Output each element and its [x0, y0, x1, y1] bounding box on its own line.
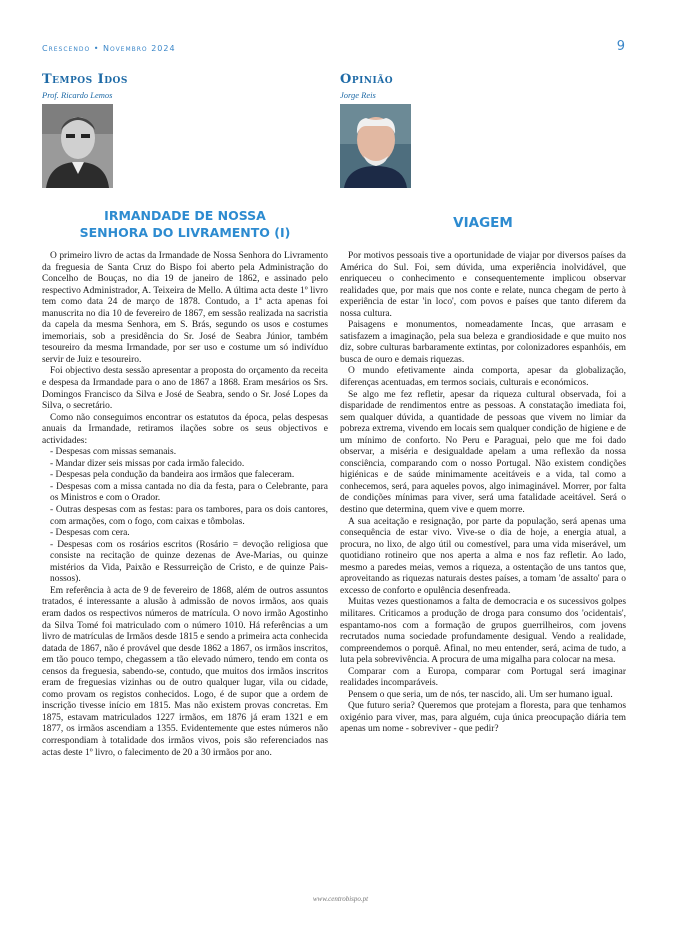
list-item: - Outras despesas com as festas: para os tambores, para os dois cantores, com armações, com o fogo, com caixas e tômbolas. — [50, 505, 328, 527]
paragraph: Se algo me fez refletir, apesar da riqueza cultural observada, foi a disparidade de rendimentos entre as pessoas. A constatação imediata foi, sem qualquer dúvida, a quantidade de pessoas que vivem no limiar da pobreza extrema, vivendo em locais sem qualquer condição de higiene e de um mínimo de conforto. No Peru e Paraguai, pelo que me foi dado observar, a miséria e desigualdade apelam a uma reflexão da nossa consciência, comparando com o nosso Portugal. Não existem condições higiénicas e de saúde minimamente aceitáveis e a vida, tal como a conhecemos, será, para aqueles povos, algo inimaginável. Morrer, por falta de condições mínimas para viver, será uma fatalidade aceitável. Será o destino que determina, quem vive e quem morre. — [340, 389, 626, 516]
paragraph: Comparar com a Europa, comparar com Portugal será imaginar realidades incomparáveis. — [340, 666, 626, 689]
author-photo-left — [42, 104, 113, 188]
list-item: - Despesas pela condução da bandeira aos irmãos que faleceram. — [50, 470, 295, 481]
section-title-tempos-idos: Tempos Idos — [42, 72, 128, 87]
page-number: 9 — [616, 39, 625, 54]
paragraph: O mundo efetivamente ainda comporta, apesar da globalização, diferenças acentuadas, em termos sociais, culturais e económicos. — [340, 366, 626, 389]
paragraph: O primeiro livro de actas da Irmandade de Nossa Senhora do Livramento da freguesia de Santa Cruz do Bispo foi aberto pela Administração do Concelho de Bouças, no dia 19 de janeiro de 1862, e assinado pelo respectivo Administrador, A. Teixeira de Mello. A última acta deste 1º livro tem como data 24 de março de 1878. Contudo, a 1ª acta apenas foi manuscrita no dia 10 de fevereiro de 1867, em sessão realizada na sacristia da capela da mesma Senhora, em S. Brás, segundo os usos e costumes imemoriais, sob a presidência do Sr. José de Seabra Júnior, também tesoureiro da mesma Irmandade, por ser uso e costume um só indivíduo servir de Juiz e tesoureiro. — [42, 251, 328, 365]
article-title-line-1: IRMANDADE DE NOSSA — [104, 208, 266, 223]
list-item: - Despesas com a missa cantada no dia da festa, para o Celebrante, para os Ministros e com o Orador. — [50, 481, 328, 504]
author-right: Jorge Reis — [340, 90, 376, 100]
article-title-viagem: VIAGEM — [453, 215, 513, 231]
paragraph: A sua aceitação e resignação, por parte da população, será apenas uma consequência de estar vivo. Vive-se o dia de hoje, a energia atual, a procura, no lixo, de algo útil ou comestível, para uma vida miserável, um quotidiano rotineiro que nos aperta a alma e nos faz refletir. Ao lado, mesmo a paredes meias, vemos a riqueza, a ostentação de uns tantos que, aproveitando as riquezas naturais destes países, a tomam 'de assalto' para o excesso de conforto e opulência desenfreada. — [340, 516, 626, 596]
article-body-irmandade — [42, 251, 328, 759]
article-body-viagem — [340, 251, 626, 736]
list-item: - Despesas com os rosários escritos (Rosário = devoção religiosa que consiste na recitação de quinze dezenas de Ave-Marias, ou quinze mistérios da Vida, Paixão e Ressurreição de Cristo, e de quinze Pais-nossos). — [50, 539, 328, 585]
section-title-opiniao: Opinião — [340, 72, 394, 87]
list-item: - Despesas com missas semanais. — [50, 447, 177, 458]
paragraph: Foi objectivo desta sessão apresentar a proposta do orçamento da receita e despesa da Irmandade para o ano de 1867 a 1868. Eram mesários os Srs. Domingos Francisco da Silva e José de Seabra, sendo o Sr. José Lopes da Silva, o secretário. — [42, 366, 328, 412]
paragraph: Como não conseguimos encontrar os estatutos da época, pelas despesas anuais da Irmandade, retiramos ilações sobre os seus objectivos e actividades: — [42, 412, 328, 446]
paragraph: Pensem o que seria, um de nós, ter nascido, ali. Um ser humano igual. — [348, 689, 613, 700]
footer-url: www.centrobispo.pt — [312, 895, 369, 903]
issue-header: Crescendo • Novembro 2024 — [42, 44, 176, 53]
author-photo-right — [340, 104, 411, 188]
list-item: - Despesas com cera. — [50, 528, 130, 539]
paragraph: Paisagens e monumentos, nomeadamente Incas, que arrasam e satisfazem a imaginação, pela sua beleza e grandiosidade e que muito nos diz, sobre culturas barbaramente extintas, por colonizadores espanhóis, em busca de ouro e demais riquezas. — [340, 320, 626, 365]
article-title-line-2: SENHORA DO LIVRAMENTO (I) — [79, 225, 291, 240]
paragraph: Em referência à acta de 9 de fevereiro de 1868, além de outros assuntos tratados, é interessante a alusão à admissão de novos irmãos, aos quais eram dados os respectivos números de matrícula. O novo irmão Agostinho da Silva Tomé foi matriculado com o número 1010. Há referências a um livro de matrículas de Irmãos desde 1815 e sendo a primeira acta conhecida datada de 1867, não é provável que desde 1862 a 1867, os irmãos inscritos, em tão pouco tempo, chegassem a tão elevado número, tendo em conta os censos da freguesia, sabendo-se, contudo, que muitos dos irmãos inscritos eram de freguesias vizinhas ou de outro qualquer lugar, vila ou cidade, como provam os registos conhecidos. Logo, é de supor que a ordem de inscrição tivesse início em 1815. Mas não existem provas concretas. Em 1875, estavam matriculados 1227 irmãos, em 1876 já eram 1321 e em 1877, os irmãos ascendiam a 1355. Evidentemente que estes números não correspondiam à totalidade dos irmãos vivos, pois são referenciados nas actas deste 1º livro, o falecimento de 20 a 30 irmãos por ano. — [42, 585, 328, 758]
paragraph: Que futuro seria? Queremos que protejam a floresta, para que tenhamos oxigénio para viver, mas, para alguém, cuja única preocupação diária tem apenas um nome - sobreviver - que pedir? — [340, 701, 626, 735]
article-title-irmandade — [42, 207, 328, 241]
paragraph: Muitas vezes questionamos a falta de democracia e os sucessivos golpes militares. Criticamos a produção de droga para consumo dos 'ocidentais', espantamo-nos com a formação de grupos guerrilheiros, com jovens recrutados numa sociedade profundamente desigual. Vendo a realidade, compreendemos o porquê. Afinal, no meu entender, será, acima de tudo, a luta pela sobrevivência. A procura de uma migalha para colocar na mesa. — [340, 597, 626, 666]
list-item: - Mandar dizer seis missas por cada irmão falecido. — [50, 458, 245, 469]
paragraph: Por motivos pessoais tive a oportunidade de viajar por diversos países da América do Sul. Foi, sem dúvida, uma experiência inolvidável, que enriqueceu o conhecimento e consequentemente implicou observar realidades que, por mais que nos conte e relate, nunca chegam de perto à experiência de estar 'in loco', com povos e países que tanto diferem da nossa cultura. — [340, 251, 626, 319]
author-left: Prof. Ricardo Lemos — [42, 90, 113, 100]
